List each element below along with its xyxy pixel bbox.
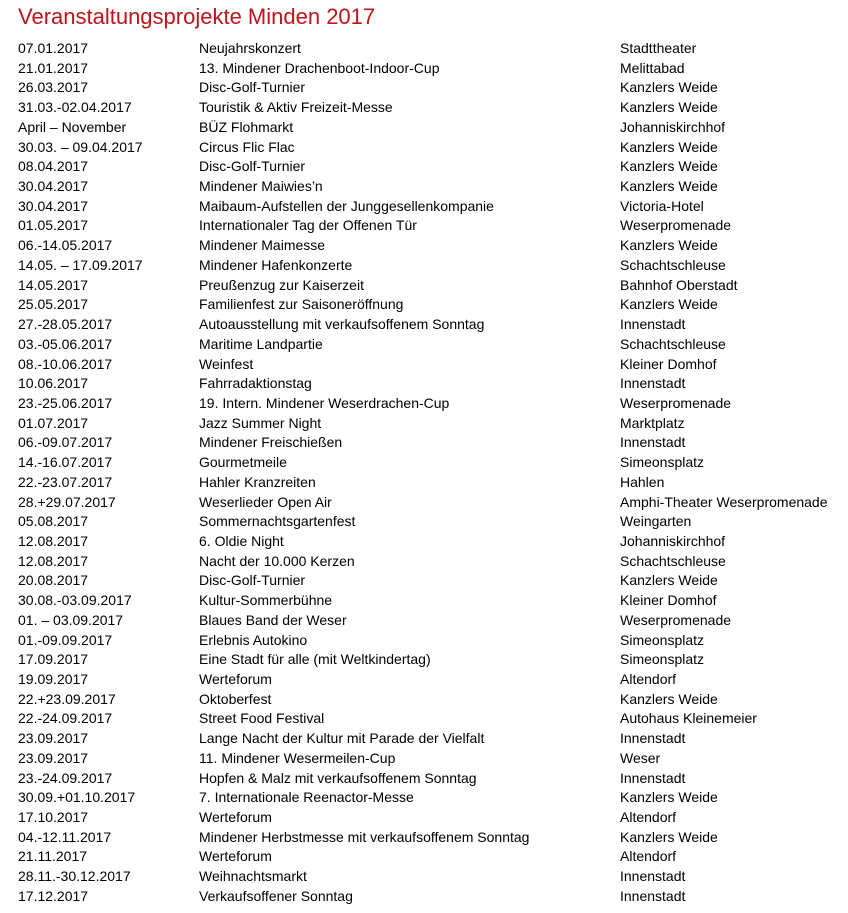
event-name: Verkaufsoffener Sonntag xyxy=(199,887,353,904)
event-location: Altendorf xyxy=(620,671,677,687)
event-row xyxy=(18,315,846,335)
event-name: Weihnachtsmarkt xyxy=(199,868,307,885)
event-date: 28.11.-30.12.2017 xyxy=(18,868,131,885)
event-date: 06.-14.05.2017 xyxy=(18,237,113,254)
event-location: Schachtschleuse xyxy=(620,552,726,569)
event-location: Schachtschleuse xyxy=(620,335,726,352)
event-name: Jazz Summer Night xyxy=(199,414,322,431)
event-row xyxy=(18,177,846,197)
event-location: Kanzlers Weide xyxy=(620,178,718,195)
event-name: Weinfest xyxy=(199,355,254,372)
event-row xyxy=(18,39,846,59)
event-date: 10.06.2017 xyxy=(18,375,89,392)
event-row xyxy=(18,98,846,118)
event-name: Fahrradaktionstag xyxy=(199,375,312,392)
event-location: Kanzlers Weide xyxy=(620,79,718,96)
event-date: 06.-09.07.2017 xyxy=(18,434,113,451)
event-name: Werteforum xyxy=(199,848,272,865)
event-row xyxy=(18,453,846,473)
event-location: Innenstadt xyxy=(620,730,686,747)
event-name: Werteforum xyxy=(199,809,272,826)
event-name: Mindener Hafenkonzerte xyxy=(199,256,353,273)
event-row xyxy=(18,78,846,98)
event-date: 30.04.2017 xyxy=(18,197,89,214)
event-location: Johanniskirchhof xyxy=(620,532,726,549)
event-row xyxy=(18,571,846,591)
event-location: Simeonsplatz xyxy=(620,454,705,471)
event-row xyxy=(18,118,846,138)
event-date: 01. – 03.09.2017 xyxy=(18,611,124,628)
event-location: Marktplatz xyxy=(620,414,685,431)
event-name: Sommernachtsgartenfest xyxy=(199,513,356,530)
event-location: Kleiner Domhof xyxy=(620,592,717,609)
event-name: Mindener Herbstmesse mit verkaufsoffenem Sonntag xyxy=(199,828,530,845)
event-date: 07.01.2017 xyxy=(18,40,89,56)
event-name: 7. Internationale Reenactor-Messe xyxy=(199,789,414,806)
event-location: Kanzlers Weide xyxy=(620,158,718,175)
event-date: 22.-23.07.2017 xyxy=(18,473,113,490)
event-name: Eine Stadt für alle (mit Weltkindertag) xyxy=(199,651,431,668)
event-row xyxy=(18,749,846,769)
event-date: 21.11.2017 xyxy=(18,848,88,865)
event-row xyxy=(18,374,846,394)
event-row xyxy=(18,493,846,513)
event-list xyxy=(18,39,846,907)
event-location: Johanniskirchhof xyxy=(620,118,726,135)
event-name: 11. Mindener Wesermeilen-Cup xyxy=(199,749,396,766)
event-location: Innenstadt xyxy=(620,316,686,333)
event-location: Kanzlers Weide xyxy=(620,572,718,589)
event-date: 01.07.2017 xyxy=(18,414,89,431)
event-row xyxy=(18,847,846,867)
event-row xyxy=(18,709,846,729)
event-row xyxy=(18,631,846,651)
event-location: Kanzlers Weide xyxy=(620,789,718,806)
event-name: Preußenzug zur Kaiserzeit xyxy=(199,276,364,293)
event-row xyxy=(18,355,846,375)
event-date: 23.09.2017 xyxy=(18,730,89,747)
event-date: 23.-25.06.2017 xyxy=(18,394,113,411)
event-location: Innenstadt xyxy=(620,887,686,904)
event-row xyxy=(18,473,846,493)
event-row xyxy=(18,335,846,355)
event-row xyxy=(18,138,846,158)
event-name: Mindener Freischießen xyxy=(199,434,343,451)
event-name: Disc-Golf-Turnier xyxy=(199,79,306,96)
event-row xyxy=(18,591,846,611)
event-name: Lange Nacht der Kultur mit Parade der Vielfalt xyxy=(199,730,485,747)
event-name: Kultur-Sommerbühne xyxy=(199,592,333,609)
event-date: 17.10.2017 xyxy=(18,809,89,826)
event-date: 12.08.2017 xyxy=(18,552,89,569)
event-date: 25.05.2017 xyxy=(18,296,89,313)
event-date: 17.09.2017 xyxy=(18,651,89,668)
event-row xyxy=(18,236,846,256)
event-row xyxy=(18,512,846,532)
event-location: Amphi-Theater Weserpromenade xyxy=(620,493,828,510)
event-row xyxy=(18,788,846,808)
event-row xyxy=(18,532,846,552)
event-row xyxy=(18,157,846,177)
event-location: Kanzlers Weide xyxy=(620,690,718,707)
event-date: 26.03.2017 xyxy=(18,79,89,96)
event-date: 28.+29.07.2017 xyxy=(18,493,116,510)
event-date: 19.09.2017 xyxy=(18,671,89,687)
event-date: 30.08.-03.09.2017 xyxy=(18,592,132,609)
event-location: Bahnhof Oberstadt xyxy=(620,276,738,293)
event-date: 23.09.2017 xyxy=(18,749,89,766)
event-name: Maritime Landpartie xyxy=(199,335,323,352)
event-name: Nacht der 10.000 Kerzen xyxy=(199,552,355,569)
event-row xyxy=(18,414,846,434)
event-date: April – November xyxy=(18,118,127,135)
event-row xyxy=(18,729,846,749)
event-row xyxy=(18,808,846,828)
event-location: Weserpromenade xyxy=(620,611,732,628)
event-row xyxy=(18,611,846,631)
event-date: 30.03. – 09.04.2017 xyxy=(18,138,143,155)
event-location: Stadttheater xyxy=(620,40,697,56)
event-date: 05.08.2017 xyxy=(18,513,89,530)
event-date: 01.-09.09.2017 xyxy=(18,631,113,648)
event-location: Kleiner Domhof xyxy=(620,355,717,372)
event-row xyxy=(18,552,846,572)
event-name: Familienfest zur Saisoneröffnung xyxy=(199,296,404,313)
event-location: Melittabad xyxy=(620,59,685,76)
event-location: Simeonsplatz xyxy=(620,631,705,648)
event-date: 12.08.2017 xyxy=(18,532,89,549)
event-row xyxy=(18,887,846,907)
event-date: 08.-10.06.2017 xyxy=(18,355,113,372)
event-location: Victoria-Hotel xyxy=(620,197,704,214)
event-name: Oktoberfest xyxy=(199,690,272,707)
event-location: Kanzlers Weide xyxy=(620,828,718,845)
event-date: 14.-16.07.2017 xyxy=(18,454,113,471)
event-location: Innenstadt xyxy=(620,868,686,885)
event-name: Weserlieder Open Air xyxy=(199,493,332,510)
event-date: 22.+23.09.2017 xyxy=(18,690,116,707)
page-title: Veranstaltungsprojekte Minden 2017 xyxy=(18,4,376,29)
event-date: 23.-24.09.2017 xyxy=(18,769,113,786)
event-location: Weingarten xyxy=(620,513,692,530)
event-row xyxy=(18,769,846,789)
event-date: 22.-24.09.2017 xyxy=(18,710,113,727)
event-location: Innenstadt xyxy=(620,769,686,786)
event-location: Kanzlers Weide xyxy=(620,138,718,155)
event-name: Blaues Band der Weser xyxy=(199,611,347,628)
event-name: Maibaum-Aufstellen der Junggesellenkompanie xyxy=(199,197,494,214)
event-location: Hahlen xyxy=(620,473,665,490)
event-row xyxy=(18,59,846,79)
event-date: 17.12.2017 xyxy=(18,887,89,904)
event-date: 04.-12.11.2017 xyxy=(18,828,112,845)
event-location: Weserpromenade xyxy=(620,394,732,411)
event-row xyxy=(18,828,846,848)
event-date: 20.08.2017 xyxy=(18,572,89,589)
event-name: Street Food Festival xyxy=(199,710,325,727)
event-name: Neujahrskonzert xyxy=(199,40,301,56)
event-name: Hahler Kranzreiten xyxy=(199,473,316,490)
event-row xyxy=(18,216,846,236)
event-date: 27.-28.05.2017 xyxy=(18,316,113,333)
event-location: Weser xyxy=(620,749,661,766)
event-location: Kanzlers Weide xyxy=(620,237,718,254)
event-name: Erlebnis Autokino xyxy=(199,631,308,648)
event-date: 21.01.2017 xyxy=(18,59,89,76)
event-location: Simeonsplatz xyxy=(620,651,705,668)
event-date: 30.09.+01.10.2017 xyxy=(18,789,136,806)
event-name: Mindener Maimesse xyxy=(199,237,326,254)
event-name: Internationaler Tag der Offenen Tür xyxy=(199,217,417,234)
event-location: Altendorf xyxy=(620,848,677,865)
event-row xyxy=(18,433,846,453)
event-row xyxy=(18,670,846,690)
event-name: Hopfen & Malz mit verkaufsoffenem Sonntag xyxy=(199,769,477,786)
event-name: Werteforum xyxy=(199,671,272,687)
event-location: Weserpromenade xyxy=(620,217,732,234)
event-date: 30.04.2017 xyxy=(18,178,89,195)
event-name: Autoausstellung mit verkaufsoffenem Sonntag xyxy=(199,316,485,333)
event-location: Innenstadt xyxy=(620,375,686,392)
event-row xyxy=(18,690,846,710)
event-date: 08.04.2017 xyxy=(18,158,89,175)
event-name: Circus Flic Flac xyxy=(199,138,295,155)
event-location: Innenstadt xyxy=(620,434,686,451)
event-location: Autohaus Kleinemeier xyxy=(620,710,757,727)
event-date: 31.03.-02.04.2017 xyxy=(18,99,132,116)
event-name: 19. Intern. Mindener Weserdrachen-Cup xyxy=(199,394,450,411)
event-date: 03.-05.06.2017 xyxy=(18,335,113,352)
event-name: Disc-Golf-Turnier xyxy=(199,572,306,589)
event-row xyxy=(18,295,846,315)
event-name: Touristik & Aktiv Freizeit-Messe xyxy=(199,99,393,116)
event-name: Gourmetmeile xyxy=(199,454,287,471)
event-location: Kanzlers Weide xyxy=(620,99,718,116)
event-location: Schachtschleuse xyxy=(620,256,726,273)
event-row xyxy=(18,867,846,887)
event-row xyxy=(18,256,846,276)
event-date: 14.05. – 17.09.2017 xyxy=(18,256,143,273)
event-name: 6. Oldie Night xyxy=(199,532,284,549)
event-location: Kanzlers Weide xyxy=(620,296,718,313)
event-date: 01.05.2017 xyxy=(18,217,89,234)
event-row xyxy=(18,276,846,296)
event-name: Mindener Maiwies’n xyxy=(199,178,323,195)
event-name: Disc-Golf-Turnier xyxy=(199,158,306,175)
event-location: Altendorf xyxy=(620,809,677,826)
event-name: BÜZ Flohmarkt xyxy=(199,118,294,135)
event-name: 13. Mindener Drachenboot-Indoor-Cup xyxy=(199,59,440,76)
event-row xyxy=(18,394,846,414)
event-row xyxy=(18,650,846,670)
event-date: 14.05.2017 xyxy=(18,276,89,293)
event-row xyxy=(18,197,846,217)
